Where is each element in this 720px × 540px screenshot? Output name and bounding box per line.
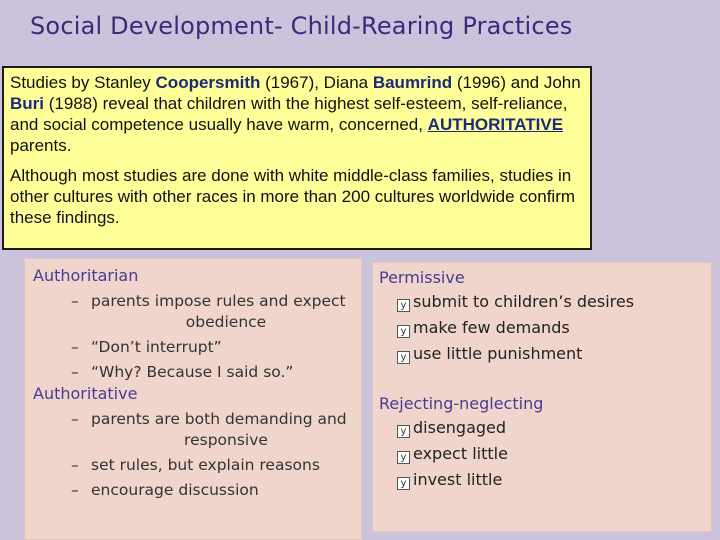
item-text: parents impose rules and expect (91, 292, 346, 310)
list-item (33, 409, 361, 451)
summary-paragraph-1 (10, 72, 584, 156)
dash-bullet: – (71, 410, 79, 428)
checkbox-bullet-icon: y (397, 477, 410, 490)
name-coopersmith: Coopersmith (155, 73, 261, 92)
item-text: submit to children’s desires (413, 292, 635, 311)
dash-bullet: – (71, 481, 79, 499)
name-baumrind: Baumrind (372, 73, 453, 92)
list-item (33, 455, 361, 476)
list-item (33, 291, 361, 333)
parenting-styles-left-box (24, 258, 362, 540)
slide-title: Social Development- Child-Rearing Practices (30, 12, 573, 40)
text-run: (1967), Diana (260, 73, 373, 92)
checkbox-bullet-icon: y (397, 351, 410, 364)
list-item (379, 315, 711, 341)
name-buri: Buri (10, 94, 44, 113)
list-item (379, 467, 711, 493)
item-text: set rules, but explain reasons (91, 456, 320, 474)
item-text: encourage discussion (91, 481, 259, 499)
checkbox-bullet-icon: y (397, 425, 410, 438)
list-item (379, 441, 711, 467)
list-item (379, 415, 711, 441)
item-text: parents are both demanding and (91, 410, 347, 428)
item-text: disengaged (413, 418, 507, 437)
authoritative-emphasis: AUTHORITATIVE (427, 115, 564, 134)
parenting-styles-right-box (372, 262, 712, 532)
dash-bullet: – (71, 292, 79, 310)
list-item (379, 289, 711, 315)
dash-bullet: – (71, 456, 79, 474)
item-text: use little punishment (413, 344, 583, 363)
item-text: make few demands (413, 318, 570, 337)
checkbox-bullet-icon: y (397, 299, 410, 312)
category-rejecting-neglecting: Rejecting-neglecting (379, 394, 544, 413)
category-authoritative: Authoritative (33, 384, 138, 403)
item-text: “Don’t interrupt” (91, 338, 222, 356)
checkbox-bullet-icon: y (397, 325, 410, 338)
item-text: expect little (413, 444, 508, 463)
item-text: invest little (413, 470, 503, 489)
summary-box (2, 66, 592, 250)
list-item (379, 341, 711, 367)
text-run: (1996) and John (452, 73, 581, 92)
list-item (33, 337, 361, 358)
category-authoritarian: Authoritarian (33, 266, 139, 285)
item-text: “Why? Because I said so.” (91, 363, 294, 381)
text-run: parents. (10, 136, 72, 155)
dash-bullet: – (71, 363, 79, 381)
summary-paragraph-2: Although most studies are done with white middle-class families, studies in other cultures with other races in more than 200 cultures worldwide confirm these findings. (10, 166, 576, 227)
text-run: (1988) reveal that children with the highest self-esteem, self-reliance, and social competence usually have warm, concerned, (10, 94, 568, 134)
category-permissive: Permissive (379, 268, 465, 287)
checkbox-bullet-icon: y (397, 451, 410, 464)
list-item (33, 362, 361, 383)
text-run: Studies by Stanley (10, 73, 156, 92)
item-text-wrap: obedience (185, 313, 267, 331)
list-item (33, 480, 361, 501)
item-text-wrap: responsive (184, 431, 268, 449)
dash-bullet: – (71, 338, 79, 356)
